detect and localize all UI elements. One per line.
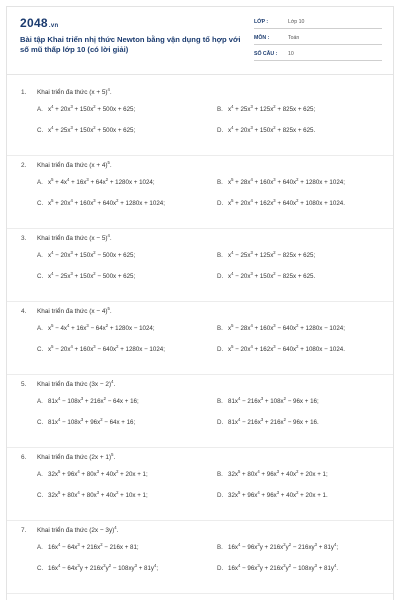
option-letter: D.: [217, 273, 224, 280]
question-4: [7, 302, 393, 375]
option-letter: A.: [37, 325, 43, 332]
option-letter: C.: [37, 273, 44, 280]
question-text: Khai triển đa thức $(x - 5)^4$.: [37, 232, 112, 242]
option-text: $81x^4 - 216x^3 + 108x^2 - 96x + 16$;: [228, 395, 319, 405]
question-stem: [21, 302, 383, 320]
worksheet-page: [6, 6, 394, 600]
option-letter: A.: [37, 179, 43, 186]
option-text: $x^4 + 20x^3 + 150x^2 + 500x + 625$;: [48, 103, 136, 113]
question-stem: [21, 156, 383, 174]
option-letter: D.: [217, 346, 224, 353]
option-letter: B.: [217, 471, 223, 478]
option-letter: A.: [37, 252, 43, 259]
question-stem: [21, 448, 383, 466]
option-letter: D.: [217, 565, 224, 572]
question-text: Khai triển đa thức $(2x + 1)^5$.: [37, 451, 116, 461]
option-letter: B.: [217, 544, 223, 551]
option-letter: C.: [37, 200, 44, 207]
question-3: [7, 229, 393, 302]
meta-row-question-count: [254, 48, 382, 61]
option-letter: D.: [217, 127, 224, 134]
option-text: $16x^4 - 64x^3 + 216x^2 - 216x + 81$;: [48, 541, 139, 551]
option-text: $x^4 - 20x^3 + 150x^2 - 500x + 625$;: [48, 249, 136, 259]
option-text: $16x^4 - 96x^3y + 216x^2y^2 - 108xy^3 + 81y^4$.: [228, 562, 339, 572]
option-letter: D.: [217, 419, 224, 426]
option-letter: C.: [37, 127, 44, 134]
question-number: 6.: [21, 454, 27, 461]
option-text: $x^4 - 20x^3 + 150x^2 - 825x + 625$.: [228, 270, 316, 280]
option-text: $81x^4 - 216x^3 + 216x^2 - 96x + 16$.: [228, 416, 319, 426]
option-letter: C.: [37, 565, 44, 572]
option-letter: C.: [37, 419, 44, 426]
question-6: [7, 448, 393, 521]
option-text: $x^4 + 20x^3 + 150x^2 + 825x + 625$.: [228, 124, 316, 134]
option-letter: A.: [37, 544, 43, 551]
logo-main: 2048: [20, 16, 48, 30]
meta-value: 10: [288, 51, 294, 57]
question-list: [7, 83, 393, 594]
option-letter: B.: [217, 106, 223, 113]
meta-label: SỐ CÂU :: [254, 51, 278, 57]
question-stem: [21, 375, 383, 393]
option-text: $32x^5 + 96x^4 + 96x^3 + 40x^2 + 20x + 1$.: [228, 489, 328, 499]
option-text: $x^4 + 25x^3 + 125x^2 + 825x + 625$;: [228, 103, 316, 113]
question-2: [7, 156, 393, 229]
option-letter: B.: [217, 252, 223, 259]
question-stem: [21, 521, 383, 539]
option-letter: C.: [37, 346, 44, 353]
site-logo[interactable]: [20, 16, 58, 30]
question-1: [7, 83, 393, 156]
option-text: $x^5 + 20x^4 + 160x^3 + 640x^2 + 1280x + 1024$;: [48, 197, 165, 207]
option-letter: C.: [37, 492, 44, 499]
option-text: $32x^5 + 80x^4 + 80x^3 + 40x^2 + 10x + 1$;: [48, 489, 148, 499]
option-text: $x^5 + 20x^4 + 162x^3 + 640x^2 + 1080x + 1024$.: [228, 197, 345, 207]
option-text: $32x^5 + 96x^4 + 80x^3 + 40x^2 + 20x + 1$;: [48, 468, 148, 478]
option-text: $x^5 + 4x^4 + 16x^3 + 64x^2 + 1280x + 1024$;: [48, 176, 155, 186]
question-number: 3.: [21, 235, 27, 242]
question-text: Khai triển đa thức $(x - 4)^5$.: [37, 305, 112, 315]
question-number: 5.: [21, 381, 27, 388]
option-letter: A.: [37, 106, 43, 113]
option-text: $x^4 - 25x^3 + 150x^2 - 500x + 625$;: [48, 270, 136, 280]
option-letter: B.: [217, 325, 223, 332]
question-5: [7, 375, 393, 448]
meta-row-class: [254, 16, 382, 29]
question-number: 7.: [21, 527, 27, 534]
option-text: $x^5 - 20x^4 + 162x^3 - 640x^2 + 1080x - 1024$.: [228, 343, 345, 353]
option-text: $x^5 - 28x^4 + 160x^3 - 640x^2 + 1280x - 1024$;: [228, 322, 345, 332]
question-stem: [21, 83, 383, 101]
option-letter: B.: [217, 179, 223, 186]
option-text: $16x^4 - 96x^3y + 216x^2y^2 - 216xy^3 + 81y^4$;: [228, 541, 339, 551]
option-text: $x^5 - 20x^4 + 160x^3 - 640x^2 + 1280x - 1024$;: [48, 343, 165, 353]
option-text: $x^4 - 25x^3 + 125x^2 - 825x + 625$;: [228, 249, 316, 259]
worksheet-header: [7, 7, 393, 65]
option-text: $x^4 + 25x^3 + 150x^2 + 500x + 625$;: [48, 124, 136, 134]
logo-suffix: .vn: [48, 23, 59, 29]
question-text: Khai triển đa thức $(x + 4)^5$.: [37, 159, 112, 169]
option-letter: A.: [37, 471, 43, 478]
meta-label: LỚP :: [254, 19, 269, 25]
meta-row-subject: [254, 32, 382, 45]
header-divider: [7, 74, 393, 75]
option-text: $x^5 + 28x^4 + 160x^3 + 640x^2 + 1280x + 1024$;: [228, 176, 345, 186]
question-number: 4.: [21, 308, 27, 315]
document-title: Bài tập Khai triển nhị thức Newton bằng vận dụng tổ hợp với số mũ thấp lớp 10 (có lời giải): [20, 35, 241, 54]
question-text: Khai triển đa thức $(x + 5)^4$.: [37, 86, 112, 96]
option-letter: D.: [217, 200, 224, 207]
option-letter: A.: [37, 398, 43, 405]
question-number: 2.: [21, 162, 27, 169]
option-text: $81x^4 - 108x^3 + 96x^2 - 64x + 16$;: [48, 416, 136, 426]
option-letter: B.: [217, 398, 223, 405]
question-text: Khai triển đa thức $(3x - 2)^4$.: [37, 378, 116, 388]
question-stem: [21, 229, 383, 247]
option-text: $16x^4 - 64x^3y + 216x^2y^2 - 108xy^3 + 81y^4$;: [48, 562, 159, 572]
question-7: [7, 521, 393, 594]
option-letter: D.: [217, 492, 224, 499]
option-text: $32x^5 + 80x^4 + 96x^3 + 40x^2 + 20x + 1$;: [228, 468, 328, 478]
meta-info: [254, 16, 382, 64]
meta-label: MÔN :: [254, 35, 270, 41]
option-text: $81x^4 - 108x^3 + 216x^2 - 64x + 16$;: [48, 395, 139, 405]
question-number: 1.: [21, 89, 27, 96]
meta-value: Toán: [288, 35, 300, 41]
meta-value: Lớp 10: [288, 19, 305, 25]
option-text: $x^5 - 4x^4 + 16x^3 - 64x^2 + 1280x - 1024$;: [48, 322, 155, 332]
question-text: Khai triển đa thức $(2x - 3y)^4$.: [37, 524, 119, 534]
